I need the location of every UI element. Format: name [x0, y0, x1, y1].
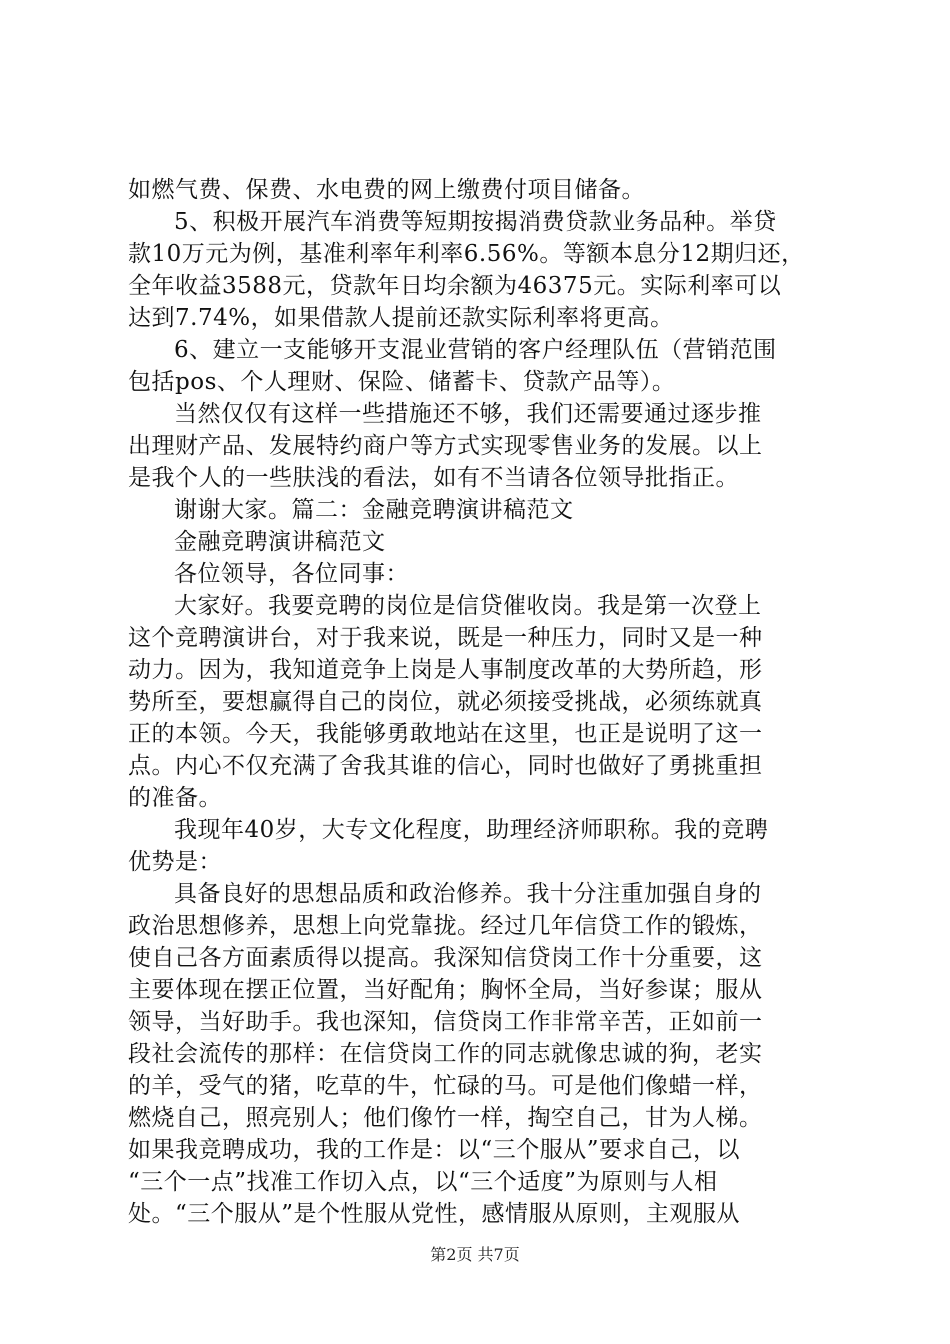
text-line: 全年收益3588元，贷款年日均余额为46375元。实际利率可以: [128, 273, 782, 299]
page-footer: 第2页 共7页: [430, 1245, 520, 1264]
text-line: 段社会流传的那样：在信贷岗工作的同志就像忠诚的狗，老实: [128, 1041, 763, 1067]
text-line: “三个一点”找准工作切入点，以“三个适度”为原则与人相: [128, 1169, 718, 1195]
text-line: 我现年40岁，大专文化程度，助理经济师职称。我的竞聘: [174, 817, 769, 843]
text-line: 款10万元为例，基准利率年利率6.56%。等额本息分12期归还，: [128, 241, 805, 267]
text-line: 主要体现在摆正位置，当好配角；胸怀全局，当好参谋；服从: [128, 977, 763, 1003]
text-line: 优势是：: [128, 849, 222, 875]
text-line: 的准备。: [128, 785, 222, 811]
text-line: 这个竞聘演讲台，对于我来说，既是一种压力，同时又是一种: [128, 625, 763, 651]
text-line: 如果我竞聘成功，我的工作是：以“三个服从”要求自己，以: [128, 1137, 741, 1163]
text-line: 包括pos、个人理财、保险、储蓄卡、贷款产品等）。: [128, 369, 676, 395]
text-line: 势所至，要想赢得自己的岗位，就必须接受挑战，必须练就真: [128, 689, 763, 715]
text-line: 点。内心不仅充满了舍我其谁的信心，同时也做好了勇挑重担: [128, 753, 763, 779]
text-line: 是我个人的一些肤浅的看法，如有不当请各位领导批指正。: [128, 465, 739, 491]
text-line: 达到7.74%，如果借款人提前还款实际利率将更高。: [128, 305, 674, 331]
text-line: 谢谢大家。篇二：金融竞聘演讲稿范文: [174, 497, 574, 523]
text-line: 政治思想修养，思想上向党靠拢。经过几年信贷工作的锻炼，: [128, 913, 763, 939]
text-line: 当然仅仅有这样一些措施还不够，我们还需要通过逐步推: [174, 401, 762, 427]
text-line: 大家好。我要竞聘的岗位是信贷催收岗。我是第一次登上: [174, 593, 762, 619]
text-line: 5、积极开展汽车消费等短期按揭消费贷款业务品种。举贷: [174, 209, 777, 235]
text-line: 领导，当好助手。我也深知，信贷岗工作非常辛苦，正如前一: [128, 1009, 763, 1035]
text-line: 正的本领。今天，我能够勇敢地站在这里，也正是说明了这一: [128, 721, 763, 747]
document-body: [128, 174, 828, 1230]
text-line: 具备良好的思想品质和政治修养。我十分注重加强自身的: [174, 881, 762, 907]
text-line: 如燃气费、保费、水电费的网上缴费付项目储备。: [128, 177, 645, 203]
text-line: 的羊，受气的猪，吃草的牛，忙碌的马。可是他们像蜡一样，: [128, 1073, 763, 1099]
text-line: 使自己各方面素质得以提高。我深知信贷岗工作十分重要，这: [128, 945, 763, 971]
text-line: 各位领导，各位同事：: [174, 561, 409, 587]
text-line: 出理财产品、发展特约商户等方式实现零售业务的发展。以上: [128, 433, 763, 459]
text-line: 6、建立一支能够开支混业营销的客户经理队伍（营销范围: [174, 337, 777, 363]
text-line: 动力。因为，我知道竞争上岗是人事制度改革的大势所趋，形: [128, 657, 763, 683]
text-line: 金融竞聘演讲稿范文: [174, 529, 386, 555]
text-line: 燃烧自己，照亮别人；他们像竹一样，掏空自己，甘为人梯。: [128, 1105, 763, 1131]
text-line: 处。“三个服从”是个性服从党性，感情服从原则，主观服从: [128, 1201, 741, 1227]
